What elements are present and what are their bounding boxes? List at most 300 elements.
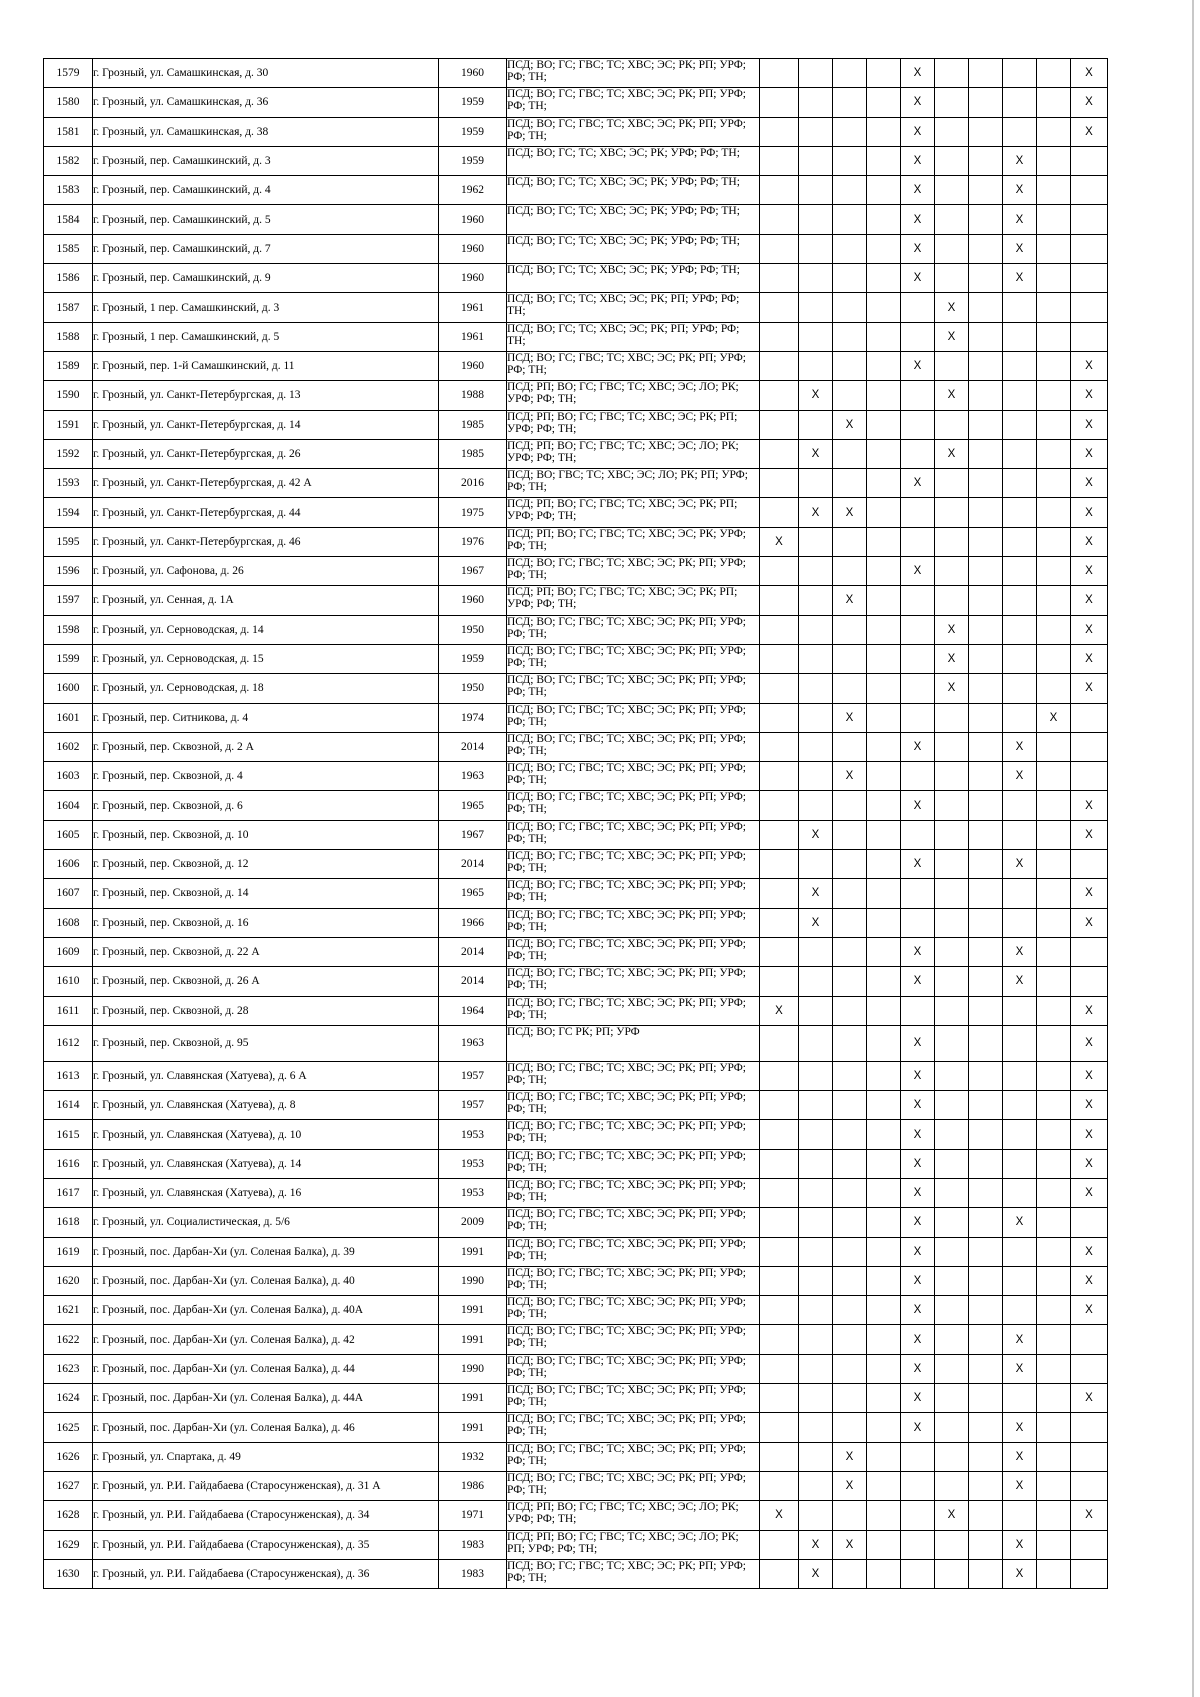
mark-cell	[760, 703, 799, 732]
table-row	[44, 820, 1108, 849]
mark-cell	[799, 674, 833, 703]
mark-cell: X	[901, 1061, 935, 1090]
mark-cell	[833, 1384, 867, 1413]
works-list-cell: ПСД; ВО; ГС; ГВС; ТС; ХВС; ЭС; РК; РП; УРФ; РФ; ТН;	[507, 644, 760, 673]
year-cell: 2014	[439, 937, 507, 966]
row-number-cell: 1603	[44, 762, 93, 791]
row-number-cell: 1598	[44, 615, 93, 644]
address-cell: г. Грозный, пос. Дарбан-Хи (ул. Соленая Балка), д. 39	[93, 1237, 439, 1266]
mark-cell	[969, 615, 1003, 644]
address-cell: г. Грозный, пос. Дарбан-Хи (ул. Соленая Балка), д. 42	[93, 1325, 439, 1354]
mark-cell	[935, 1178, 969, 1207]
row-number-cell: 1586	[44, 264, 93, 293]
mark-cell	[1003, 469, 1037, 498]
row-number-cell: 1629	[44, 1530, 93, 1559]
mark-cell	[760, 381, 799, 410]
mark-cell	[833, 117, 867, 146]
table-row	[44, 615, 1108, 644]
table-row	[44, 937, 1108, 966]
mark-cell	[935, 498, 969, 527]
table-row	[44, 879, 1108, 908]
row-number-cell: 1595	[44, 527, 93, 556]
mark-cell	[969, 322, 1003, 351]
mark-cell	[935, 527, 969, 556]
mark-cell	[901, 439, 935, 468]
year-cell: 1953	[439, 1178, 507, 1207]
mark-cell	[935, 1266, 969, 1295]
works-list-cell: ПСД; ВО; ГС; ГВС; ТС; ХВС; ЭС; РК; РП; УРФ; РФ; ТН;	[507, 1061, 760, 1090]
mark-cell	[901, 410, 935, 439]
mark-cell	[901, 644, 935, 673]
works-list-cell: ПСД; ВО; ГВС; ТС; ХВС; ЭС; ЛО; РК; РП; УРФ; РФ; ТН;	[507, 469, 760, 498]
mark-cell	[799, 850, 833, 879]
mark-cell	[799, 996, 833, 1025]
mark-cell: X	[1003, 762, 1037, 791]
mark-cell	[833, 146, 867, 175]
mark-cell	[867, 703, 901, 732]
mark-cell	[935, 1413, 969, 1442]
table-row	[44, 1178, 1108, 1207]
mark-cell: X	[833, 586, 867, 615]
mark-cell	[799, 1442, 833, 1471]
mark-cell: X	[799, 1559, 833, 1588]
table-row	[44, 1442, 1108, 1471]
year-cell: 1967	[439, 557, 507, 586]
mark-cell	[901, 996, 935, 1025]
mark-cell	[760, 498, 799, 527]
table-row	[44, 732, 1108, 761]
mark-cell	[867, 615, 901, 644]
mark-cell	[760, 937, 799, 966]
table-row	[44, 1208, 1108, 1237]
mark-cell	[969, 1501, 1003, 1530]
mark-cell	[867, 762, 901, 791]
mark-cell	[1037, 146, 1071, 175]
mark-cell	[1003, 615, 1037, 644]
mark-cell	[760, 1120, 799, 1149]
mark-cell	[1071, 264, 1108, 293]
table-row	[44, 381, 1108, 410]
mark-cell	[935, 59, 969, 88]
mark-cell	[760, 146, 799, 175]
mark-cell: X	[1071, 879, 1108, 908]
mark-cell	[969, 586, 1003, 615]
mark-cell: X	[1071, 1296, 1108, 1325]
works-list-cell: ПСД; ВО; ГС; ГВС; ТС; ХВС; ЭС; РК; РП; УРФ; РФ; ТН;	[507, 1120, 760, 1149]
table-row	[44, 996, 1108, 1025]
mark-cell: X	[901, 1296, 935, 1325]
mark-cell	[833, 967, 867, 996]
mark-cell: X	[901, 234, 935, 263]
mark-cell	[969, 703, 1003, 732]
mark-cell	[799, 176, 833, 205]
mark-cell	[935, 557, 969, 586]
address-cell: г. Грозный, ул. Серноводская, д. 14	[93, 615, 439, 644]
mark-cell	[969, 732, 1003, 761]
mark-cell	[1037, 1296, 1071, 1325]
mark-cell	[1071, 176, 1108, 205]
mark-cell	[867, 88, 901, 117]
works-list-cell: ПСД; ВО; ГС; ГВС; ТС; ХВС; ЭС; РК; РП; УРФ; РФ; ТН;	[507, 879, 760, 908]
table-row	[44, 1501, 1108, 1530]
mark-cell	[760, 1296, 799, 1325]
mark-cell	[760, 557, 799, 586]
table-row	[44, 439, 1108, 468]
mark-cell	[760, 88, 799, 117]
mark-cell	[833, 879, 867, 908]
mark-cell	[760, 732, 799, 761]
row-number-cell: 1626	[44, 1442, 93, 1471]
works-list-cell: ПСД; ВО; ГС; ГВС; ТС; ХВС; ЭС; РК; РП; УРФ; РФ; ТН;	[507, 791, 760, 820]
mark-cell	[969, 439, 1003, 468]
mark-cell	[1003, 1025, 1037, 1061]
works-list-cell: ПСД; ВО; ГС; ГВС; ТС; ХВС; ЭС; РК; РП; УРФ; РФ; ТН;	[507, 557, 760, 586]
mark-cell	[969, 351, 1003, 380]
works-list-cell: ПСД; ВО; ГС; ГВС; ТС; ХВС; ЭС; РК; РП; УРФ; РФ; ТН;	[507, 996, 760, 1025]
mark-cell: X	[1003, 176, 1037, 205]
mark-cell: X	[833, 1471, 867, 1500]
mark-cell	[1037, 1501, 1071, 1530]
row-number-cell: 1615	[44, 1120, 93, 1149]
works-list-cell: ПСД; ВО; ГС; ГВС; ТС; ХВС; ЭС; РК; РП; УРФ; РФ; ТН;	[507, 674, 760, 703]
mark-cell: X	[1071, 527, 1108, 556]
mark-cell	[799, 351, 833, 380]
mark-cell	[1037, 527, 1071, 556]
mark-cell	[1003, 674, 1037, 703]
mark-cell	[935, 732, 969, 761]
mark-cell	[867, 586, 901, 615]
year-cell: 1960	[439, 59, 507, 88]
mark-cell	[901, 1471, 935, 1500]
works-list-cell: ПСД; ВО; ГС; ГВС; ТС; ХВС; ЭС; РК; РП; УРФ; РФ; ТН;	[507, 762, 760, 791]
year-cell: 1990	[439, 1266, 507, 1295]
mark-cell	[760, 1091, 799, 1120]
mark-cell: X	[901, 469, 935, 498]
mark-cell	[833, 615, 867, 644]
mark-cell	[1037, 176, 1071, 205]
year-cell: 1953	[439, 1120, 507, 1149]
mark-cell: X	[935, 644, 969, 673]
mark-cell: X	[799, 439, 833, 468]
works-list-cell: ПСД; ВО; ГС; ГВС; ТС; ХВС; ЭС; РК; РП; УРФ; РФ; ТН;	[507, 820, 760, 849]
mark-cell	[935, 820, 969, 849]
mark-cell	[1003, 322, 1037, 351]
mark-cell	[833, 1354, 867, 1383]
year-cell: 2016	[439, 469, 507, 498]
mark-cell	[760, 791, 799, 820]
mark-cell	[1003, 1061, 1037, 1090]
year-cell: 1983	[439, 1559, 507, 1588]
mark-cell: X	[1003, 1208, 1037, 1237]
works-list-cell: ПСД; ВО; ГС; ГВС; ТС; ХВС; ЭС; РК; РП; УРФ; РФ; ТН;	[507, 117, 760, 146]
mark-cell	[1003, 439, 1037, 468]
mark-cell	[1037, 1149, 1071, 1178]
row-number-cell: 1592	[44, 439, 93, 468]
mark-cell	[760, 1471, 799, 1500]
works-list-cell: ПСД; ВО; ГС; ГВС; ТС; ХВС; ЭС; РК; РП; УРФ; РФ; ТН;	[507, 1237, 760, 1266]
mark-cell: X	[901, 1266, 935, 1295]
mark-cell	[969, 820, 1003, 849]
table-row	[44, 908, 1108, 937]
mark-cell	[935, 205, 969, 234]
mark-cell	[1037, 879, 1071, 908]
mark-cell	[799, 1149, 833, 1178]
mark-cell	[1037, 908, 1071, 937]
address-cell: г. Грозный, 1 пер. Самашкинский, д. 3	[93, 293, 439, 322]
mark-cell	[1071, 850, 1108, 879]
mark-cell	[935, 1325, 969, 1354]
mark-cell	[760, 1025, 799, 1061]
year-cell: 1963	[439, 1025, 507, 1061]
mark-cell	[833, 1091, 867, 1120]
mark-cell	[1071, 1208, 1108, 1237]
mark-cell: X	[1003, 234, 1037, 263]
mark-cell	[969, 674, 1003, 703]
mark-cell	[969, 527, 1003, 556]
table-row	[44, 469, 1108, 498]
mark-cell: X	[901, 791, 935, 820]
mark-cell	[901, 908, 935, 937]
year-cell: 1986	[439, 1471, 507, 1500]
mark-cell	[833, 322, 867, 351]
mark-cell	[1037, 1442, 1071, 1471]
mark-cell	[867, 410, 901, 439]
works-list-cell: ПСД; ВО; ГС; ГВС; ТС; ХВС; ЭС; РК; РП; УРФ; РФ; ТН;	[507, 1413, 760, 1442]
row-number-cell: 1587	[44, 293, 93, 322]
table-row	[44, 1530, 1108, 1559]
mark-cell	[867, 908, 901, 937]
row-number-cell: 1628	[44, 1501, 93, 1530]
mark-cell	[935, 937, 969, 966]
mark-cell	[1037, 117, 1071, 146]
mark-cell	[867, 439, 901, 468]
mark-cell	[799, 88, 833, 117]
table-row	[44, 1325, 1108, 1354]
mark-cell	[1071, 762, 1108, 791]
mark-cell: X	[1071, 498, 1108, 527]
mark-cell: X	[901, 1237, 935, 1266]
address-cell: г. Грозный, пер. Сквозной, д. 12	[93, 850, 439, 879]
mark-cell	[760, 879, 799, 908]
works-list-cell: ПСД; ВО; ГС; ГВС; ТС; ХВС; ЭС; РК; РП; УРФ; РФ; ТН;	[507, 1384, 760, 1413]
year-cell: 1959	[439, 146, 507, 175]
mark-cell	[760, 351, 799, 380]
mark-cell	[969, 1178, 1003, 1207]
mark-cell	[833, 1501, 867, 1530]
mark-cell	[867, 381, 901, 410]
mark-cell	[867, 1559, 901, 1588]
mark-cell: X	[833, 498, 867, 527]
mark-cell	[833, 1120, 867, 1149]
mark-cell: X	[833, 1442, 867, 1471]
address-cell: г. Грозный, ул. Самашкинская, д. 36	[93, 88, 439, 117]
table-row	[44, 1296, 1108, 1325]
row-number-cell: 1600	[44, 674, 93, 703]
address-cell: г. Грозный, пер. Сквозной, д. 2 А	[93, 732, 439, 761]
mark-cell	[1037, 1559, 1071, 1588]
mark-cell	[969, 234, 1003, 263]
table-row	[44, 1120, 1108, 1149]
mark-cell	[867, 879, 901, 908]
mark-cell	[760, 439, 799, 468]
address-cell: г. Грозный, пер. Сквозной, д. 22 А	[93, 937, 439, 966]
mark-cell	[799, 1325, 833, 1354]
mark-cell: X	[1071, 59, 1108, 88]
mark-cell	[760, 469, 799, 498]
mark-cell	[901, 1501, 935, 1530]
mark-cell	[935, 234, 969, 263]
mark-cell	[867, 527, 901, 556]
mark-cell	[867, 820, 901, 849]
mark-cell	[833, 937, 867, 966]
mark-cell	[833, 820, 867, 849]
mark-cell	[969, 908, 1003, 937]
mark-cell	[1071, 1325, 1108, 1354]
row-number-cell: 1614	[44, 1091, 93, 1120]
year-cell: 1966	[439, 908, 507, 937]
mark-cell	[969, 1266, 1003, 1295]
mark-cell	[969, 1559, 1003, 1588]
row-number-cell: 1580	[44, 88, 93, 117]
mark-cell: X	[901, 1354, 935, 1383]
mark-cell	[935, 351, 969, 380]
works-list-cell: ПСД; ВО; ГС; ГВС; ТС; ХВС; ЭС; РК; РП; УРФ; РФ; ТН;	[507, 1208, 760, 1237]
mark-cell	[760, 117, 799, 146]
row-number-cell: 1619	[44, 1237, 93, 1266]
row-number-cell: 1612	[44, 1025, 93, 1061]
mark-cell	[760, 1061, 799, 1090]
mark-cell	[867, 264, 901, 293]
mark-cell	[833, 644, 867, 673]
mark-cell: X	[935, 322, 969, 351]
table-row	[44, 791, 1108, 820]
mark-cell	[833, 381, 867, 410]
mark-cell	[935, 908, 969, 937]
mark-cell: X	[1003, 1442, 1037, 1471]
table-row	[44, 644, 1108, 673]
mark-cell: X	[1071, 1025, 1108, 1061]
works-list-cell: ПСД; ВО; ГС; ГВС; ТС; ХВС; ЭС; РК; РП; УРФ; РФ; ТН;	[507, 1296, 760, 1325]
mark-cell	[760, 1178, 799, 1207]
address-cell: г. Грозный, ул. Славянская (Хатуева), д. 14	[93, 1149, 439, 1178]
works-list-cell: ПСД; ВО; ГС; ГВС; ТС; ХВС; ЭС; РК; РП; УРФ; РФ; ТН;	[507, 732, 760, 761]
mark-cell	[901, 879, 935, 908]
mark-cell: X	[901, 1178, 935, 1207]
mark-cell	[799, 205, 833, 234]
mark-cell	[1071, 234, 1108, 263]
mark-cell	[969, 1120, 1003, 1149]
mark-cell: X	[901, 264, 935, 293]
mark-cell	[799, 1501, 833, 1530]
mark-cell	[760, 410, 799, 439]
mark-cell: X	[1071, 88, 1108, 117]
mark-cell	[1037, 820, 1071, 849]
mark-cell	[760, 1325, 799, 1354]
mark-cell: X	[1071, 586, 1108, 615]
mark-cell	[969, 176, 1003, 205]
mark-cell	[1071, 937, 1108, 966]
mark-cell	[867, 146, 901, 175]
mark-cell	[799, 59, 833, 88]
mark-cell: X	[1071, 1061, 1108, 1090]
mark-cell	[935, 586, 969, 615]
mark-cell	[867, 967, 901, 996]
mark-cell	[1071, 703, 1108, 732]
mark-cell	[1037, 644, 1071, 673]
mark-cell: X	[1003, 1559, 1037, 1588]
mark-cell	[1003, 1237, 1037, 1266]
mark-cell	[935, 1530, 969, 1559]
works-list-cell: ПСД; ВО; ГС РК; РП; УРФ	[507, 1025, 760, 1061]
mark-cell	[799, 234, 833, 263]
mark-cell	[935, 88, 969, 117]
mark-cell	[935, 1091, 969, 1120]
mark-cell	[760, 293, 799, 322]
mark-cell	[799, 615, 833, 644]
mark-cell	[901, 1530, 935, 1559]
mark-cell	[1003, 1149, 1037, 1178]
row-number-cell: 1623	[44, 1354, 93, 1383]
mark-cell	[1037, 967, 1071, 996]
row-number-cell: 1593	[44, 469, 93, 498]
mark-cell	[935, 703, 969, 732]
address-cell: г. Грозный, пер. Сквозной, д. 10	[93, 820, 439, 849]
mark-cell: X	[901, 850, 935, 879]
mark-cell	[1037, 937, 1071, 966]
mark-cell	[799, 410, 833, 439]
mark-cell	[935, 1149, 969, 1178]
table-row	[44, 59, 1108, 88]
year-cell: 1962	[439, 176, 507, 205]
mark-cell: X	[1003, 850, 1037, 879]
mark-cell	[1071, 1471, 1108, 1500]
mark-cell	[799, 1091, 833, 1120]
table-row	[44, 205, 1108, 234]
works-list-cell: ПСД; ВО; ГС; ГВС; ТС; ХВС; ЭС; РК; РП; УРФ; РФ; ТН;	[507, 967, 760, 996]
row-number-cell: 1588	[44, 322, 93, 351]
mark-cell	[935, 1296, 969, 1325]
mark-cell	[935, 1442, 969, 1471]
mark-cell: X	[1071, 439, 1108, 468]
mark-cell	[833, 88, 867, 117]
mark-cell	[969, 88, 1003, 117]
mark-cell	[833, 205, 867, 234]
mark-cell: X	[901, 351, 935, 380]
mark-cell	[1037, 1530, 1071, 1559]
mark-cell	[799, 117, 833, 146]
mark-cell	[867, 1208, 901, 1237]
mark-cell	[901, 293, 935, 322]
row-number-cell: 1584	[44, 205, 93, 234]
mark-cell	[1037, 1413, 1071, 1442]
address-cell: г. Грозный, пос. Дарбан-Хи (ул. Соленая Балка), д. 44А	[93, 1384, 439, 1413]
mark-cell	[935, 967, 969, 996]
address-cell: г. Грозный, ул. Спартака, д. 49	[93, 1442, 439, 1471]
mark-cell	[760, 762, 799, 791]
mark-cell	[969, 879, 1003, 908]
address-cell: г. Грозный, ул. Санкт-Петербургская, д. 46	[93, 527, 439, 556]
year-cell: 1960	[439, 234, 507, 263]
mark-cell: X	[901, 117, 935, 146]
works-list-cell: ПСД; ВО; ГС; ТС; ХВС; ЭС; РК; РП; УРФ; РФ; ТН;	[507, 322, 760, 351]
mark-cell	[833, 850, 867, 879]
mark-cell: X	[1003, 1325, 1037, 1354]
year-cell: 2014	[439, 850, 507, 879]
mark-cell	[833, 996, 867, 1025]
year-cell: 1963	[439, 762, 507, 791]
mark-cell	[935, 1471, 969, 1500]
mark-cell	[1037, 1471, 1071, 1500]
